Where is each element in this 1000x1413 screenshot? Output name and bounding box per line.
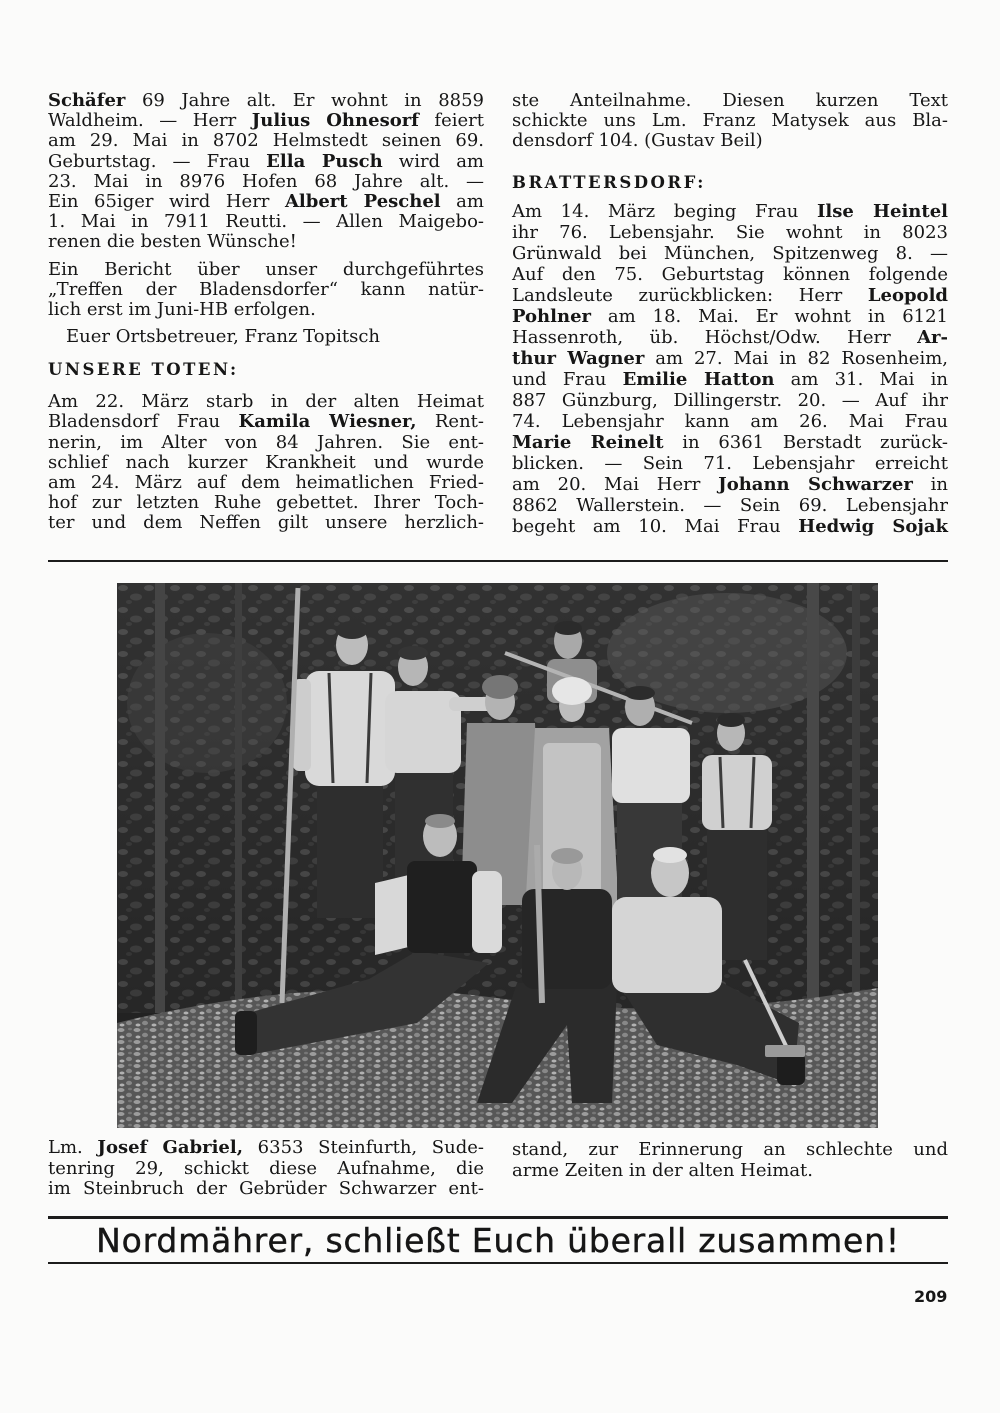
text-run: Hassenroth, üb. Höchst/Odw. Herr xyxy=(512,326,918,348)
paragraph xyxy=(48,260,484,321)
section-heading: BRATTERSDORF: xyxy=(512,172,706,192)
text-run: Ein 65iger wird Herr xyxy=(48,190,285,212)
text-line xyxy=(512,285,948,306)
text-line xyxy=(48,192,484,212)
text-line xyxy=(512,264,948,285)
text-run: Grünwald bei München, Spitzenweg 8. — xyxy=(512,242,948,264)
text-run: hof zur letzten Ruhe gebettet. Ihrer Toch- xyxy=(48,492,484,514)
text-line xyxy=(48,232,484,252)
text-line xyxy=(512,1161,948,1182)
text-line xyxy=(512,243,948,264)
text-line xyxy=(512,91,948,111)
text-run: in xyxy=(912,473,948,495)
text-line xyxy=(48,327,484,347)
text-run: begeht am 10. Mai Frau xyxy=(512,515,799,537)
column-divider-rule xyxy=(48,560,948,562)
text-run: 1. Mai in 7911 Reutti. — Allen Maigebo- xyxy=(48,211,484,233)
bold-name: Julius Ohnesorf xyxy=(251,110,419,132)
text-run: renen die besten Wünsche! xyxy=(48,231,297,253)
text-run: stand, zur Erinnerung an schlechte und xyxy=(512,1139,948,1160)
bold-name: Kamila Wiesner, xyxy=(238,411,417,433)
text-line xyxy=(48,1159,484,1180)
text-line xyxy=(512,516,948,537)
text-run: Am 22. März starb in der alten Heimat xyxy=(48,391,484,413)
text-line xyxy=(48,91,484,111)
text-line xyxy=(512,111,948,131)
bold-name: Marie Reinelt xyxy=(512,431,664,453)
text-run: Ein Bericht über unser durchgeführtes xyxy=(48,258,484,280)
left-text-column xyxy=(48,91,484,534)
text-line xyxy=(48,1179,484,1200)
paragraph xyxy=(48,1138,484,1200)
paragraph xyxy=(512,91,948,152)
text-run: im Steinbruch der Gebrüder Schwarzer ent- xyxy=(48,1178,484,1199)
text-line xyxy=(48,473,484,493)
bold-name: Josef Gabriel, xyxy=(97,1137,243,1158)
photo-illustration xyxy=(117,583,878,1128)
section-heading: UNSERE TOTEN: xyxy=(48,360,239,380)
text-run: lich erst im Juni-HB erfolgen. xyxy=(48,298,316,320)
text-run: am 31. Mai in xyxy=(774,368,948,390)
text-run: tenring 29, schickt diese Aufnahme, die xyxy=(48,1157,484,1179)
text-line xyxy=(512,495,948,516)
text-line xyxy=(48,433,484,453)
photo-caption-left xyxy=(48,1138,484,1200)
text-run: arme Zeiten in der alten Heimat. xyxy=(512,1159,814,1181)
text-run: Am 14. März beging Frau xyxy=(512,200,817,222)
text-run: blicken. — Sein 71. Lebensjahr erreicht xyxy=(512,452,948,474)
text-line xyxy=(512,1140,948,1161)
text-line xyxy=(48,212,484,232)
bold-name: Hedwig Sojak xyxy=(798,515,948,537)
text-run: nerin, im Alter von 84 Jahren. Sie ent- xyxy=(48,431,484,453)
text-run: feiert xyxy=(418,110,484,132)
text-run: am 18. Mai. Er wohnt in 6121 xyxy=(591,305,948,327)
text-run: 69 Jahre alt. Er wohnt in 8859 xyxy=(125,90,484,111)
text-run: Rent- xyxy=(416,411,484,433)
text-line xyxy=(48,152,484,172)
paragraph xyxy=(512,1140,948,1181)
text-line xyxy=(512,327,948,348)
text-line xyxy=(48,300,484,320)
text-line xyxy=(512,432,948,453)
text-run: 6353 Steinfurth, Sude- xyxy=(243,1137,484,1158)
text-run: 8862 Wallerstein. — Sein 69. Lebensjahr xyxy=(512,494,948,516)
text-line xyxy=(48,493,484,513)
bold-name: thur Wagner xyxy=(512,347,645,369)
text-run: „Treffen der Bladensdorfer“ kann natür- xyxy=(48,278,484,300)
text-run: Bladensdorf Frau xyxy=(48,411,239,433)
quarry-group-photo xyxy=(117,583,878,1128)
text-run: Waldheim. — Herr xyxy=(48,110,252,132)
text-line xyxy=(512,411,948,432)
slogan-bottom-rule xyxy=(48,1262,948,1264)
bold-name: Emilie Hatton xyxy=(622,368,775,390)
text-run: am 20. Mai Herr xyxy=(512,473,719,495)
text-run: Auf den 75. Geburtstag können folgende xyxy=(512,263,948,285)
text-line xyxy=(48,513,484,533)
text-run: 74. Lebensjahr kann am 26. Mai Frau xyxy=(512,410,948,432)
text-run: densdorf 104. (Gustav Beil) xyxy=(512,130,763,152)
bold-name: Ar- xyxy=(917,326,948,348)
paragraph xyxy=(48,91,484,253)
text-run: und Frau xyxy=(512,368,623,390)
slogan-banner: Nordmährer, schließt Euch überall zusammen! xyxy=(96,1221,900,1260)
text-run: am 27. Mai in 82 Rosenheim, xyxy=(644,347,948,369)
text-run: Euer Ortsbetreuer, Franz Topitsch xyxy=(66,326,381,348)
text-run: ter und dem Neffen gilt unsere herzlich- xyxy=(48,512,484,534)
text-run: wird am xyxy=(382,150,484,172)
text-line xyxy=(48,131,484,151)
text-line xyxy=(48,453,484,473)
text-line xyxy=(48,260,484,280)
text-line xyxy=(512,453,948,474)
text-run: am xyxy=(440,190,484,212)
photo-caption-right xyxy=(512,1140,948,1181)
page-number: 209 xyxy=(914,1287,948,1306)
text-line xyxy=(512,390,948,411)
text-run: 887 Günzburg, Dillingerstr. 20. — Auf ihr xyxy=(512,389,948,411)
text-line xyxy=(48,280,484,300)
text-line xyxy=(512,348,948,369)
text-line xyxy=(512,131,948,151)
text-line xyxy=(48,392,484,412)
slogan-top-rule xyxy=(48,1216,948,1219)
text-run: 23. Mai in 8976 Hofen 68 Jahre alt. — xyxy=(48,170,484,192)
bold-name: Albert Peschel xyxy=(284,190,441,212)
text-run: Geburtstag. — Frau xyxy=(48,150,267,172)
text-line xyxy=(48,111,484,131)
right-text-column xyxy=(512,91,948,537)
text-run: schickte uns Lm. Franz Matysek aus Bla- xyxy=(512,110,948,132)
text-line xyxy=(512,222,948,243)
signature-line xyxy=(48,327,484,347)
text-run: ihr 76. Lebensjahr. Sie wohnt in 8023 xyxy=(512,221,948,243)
paragraph xyxy=(512,201,948,537)
paragraph xyxy=(48,392,484,533)
text-line xyxy=(512,369,948,390)
bold-name: Pohlner xyxy=(512,305,592,327)
text-line xyxy=(512,306,948,327)
text-run: am 29. Mai in 8702 Helmstedt seinen 69. xyxy=(48,130,484,152)
bold-name: Leopold xyxy=(867,284,948,306)
bold-name: Ilse Heintel xyxy=(817,200,948,222)
text-line xyxy=(48,172,484,192)
bold-name: Schäfer xyxy=(48,90,126,111)
bold-name: Ella Pusch xyxy=(266,150,383,172)
text-line xyxy=(512,201,948,222)
text-run: Lm. xyxy=(48,1137,98,1158)
bold-name: Johann Schwarzer xyxy=(718,473,913,495)
text-line xyxy=(48,412,484,432)
text-run: in 6361 Berstadt zurück- xyxy=(663,431,949,453)
text-line xyxy=(48,1138,484,1159)
text-run: Landsleute zurückblicken: Herr xyxy=(512,284,868,306)
text-run: am 24. März auf dem heimatlichen Fried- xyxy=(48,472,484,493)
text-line xyxy=(512,474,948,495)
text-run: schlief nach kurzer Krankheit und wurde xyxy=(48,451,484,473)
text-run: ste Anteilnahme. Diesen kurzen Text xyxy=(512,90,948,111)
